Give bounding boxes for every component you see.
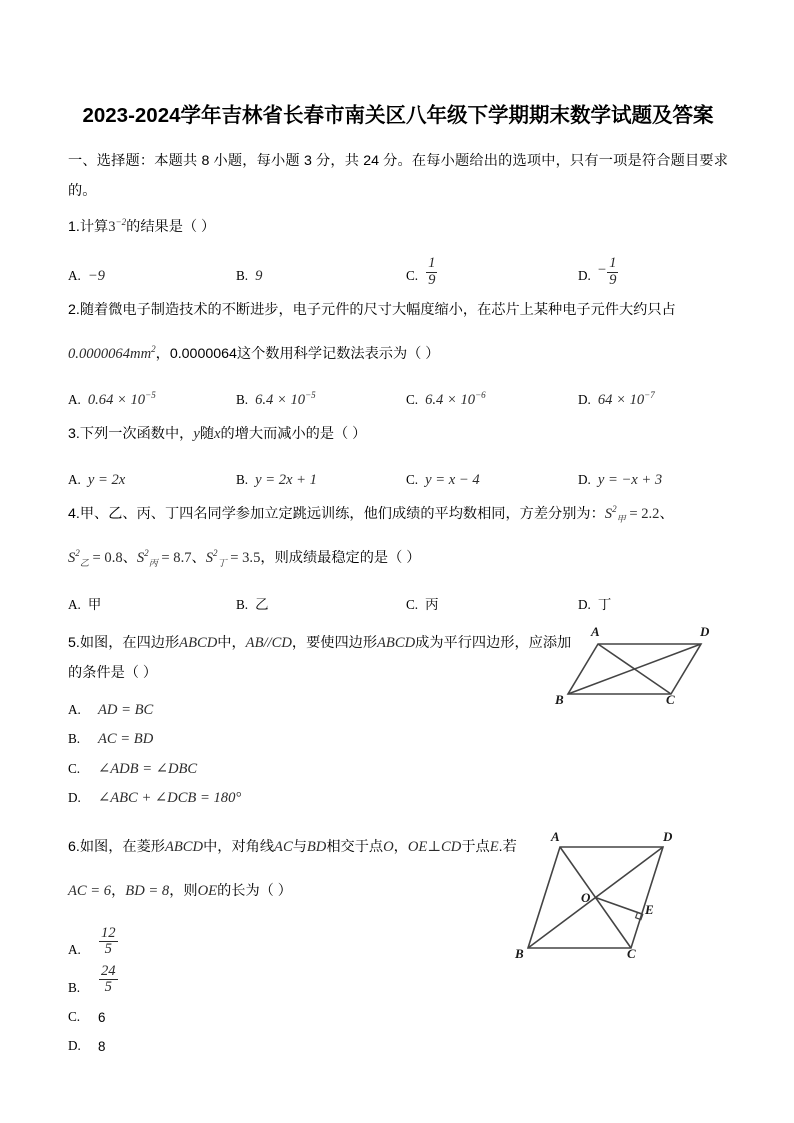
diagonal-ac: AC (274, 838, 293, 855)
rhombus-abcd: ABCD (164, 838, 204, 855)
question-5-option-d[interactable] (68, 789, 573, 818)
question-6-stem-d: 相交于点 (326, 838, 384, 855)
question-3-stem-a: 3.下列一次函数中， (68, 426, 194, 443)
page-content (68, 96, 728, 1054)
question-2-option-a[interactable] (68, 387, 236, 413)
question-6-stem-line1 (68, 832, 573, 862)
question-4-option-d[interactable] (578, 592, 728, 618)
question-3 (68, 419, 728, 493)
diagonal-bd: BD (306, 838, 327, 855)
fraction-denominator: 9 (609, 271, 617, 288)
question-5-option-a[interactable] (68, 702, 573, 731)
vertex-label-b: B (515, 945, 524, 961)
question-5-stem-b: 中， (217, 634, 246, 651)
option-label: D. (578, 267, 591, 283)
variance-jia: $S^2_甲 = 2.2$ (604, 504, 660, 525)
question-6-figure (513, 830, 728, 980)
option-label: B. (68, 730, 81, 746)
vertex-label-c: C (666, 691, 675, 707)
option-value: y = −x + 3 (597, 472, 663, 489)
question-1-stem-suffix: 的结果是（ ） (126, 219, 216, 235)
question-1-option-b[interactable] (236, 263, 406, 289)
question-1-expression: $3^{-2}$ (108, 217, 127, 235)
option-value: 丙 (425, 596, 439, 612)
separator: 、 (659, 506, 674, 523)
question-2-options (68, 383, 728, 413)
minus-sign: − (597, 262, 607, 279)
vertex-label-d: D (663, 828, 673, 844)
option-label: C. (406, 267, 419, 283)
option-value: AD = BC (98, 701, 154, 718)
option-value: y = 2x (87, 472, 126, 489)
option-label: A. (68, 267, 81, 283)
question-4-option-b[interactable] (236, 592, 406, 618)
question-6-stem-g: .若 (498, 838, 517, 855)
vertex-label-b: B (555, 691, 564, 707)
option-label: C. (68, 1009, 81, 1025)
question-2-stem-line2 (68, 339, 728, 369)
question-6-stem-f: 于点 (461, 838, 490, 855)
option-value: y = x − 4 (425, 472, 480, 489)
question-4-option-a[interactable] (68, 592, 236, 618)
option-value: 乙 (255, 596, 269, 612)
question-3-option-d[interactable] (578, 467, 728, 493)
question-6-stem-e: ， (393, 838, 408, 855)
question-4-stem-tail: ，则成绩最稳定的是（ ） (260, 550, 421, 567)
option-value: −9 (87, 267, 105, 284)
separator: 、 (191, 550, 206, 567)
question-3-option-a[interactable] (68, 467, 236, 493)
question-3-stem-b: 随 (199, 426, 215, 443)
variable-x: x (214, 426, 221, 443)
question-4-stem-text: 4.甲、乙、丙、丁四名同学参加立定跳远训练，他们成绩的平均数相同，方差分别为： (68, 506, 605, 523)
question-3-options (68, 463, 728, 493)
option-value: 丁 (597, 596, 612, 612)
question-1-stem (68, 212, 728, 242)
option-value: ∠ABC + ∠DCB = 180° (98, 789, 242, 806)
question-1-option-d[interactable] (578, 256, 728, 289)
question-4-option-c[interactable] (406, 592, 578, 618)
question-6-stem-c: 与 (292, 838, 307, 855)
question-6-option-d[interactable] (68, 1025, 573, 1054)
fraction-numerator: 1 (428, 255, 436, 272)
fraction (99, 964, 118, 997)
given-ac-value: AC = 6 (68, 883, 112, 899)
point-e: E (489, 838, 499, 855)
section-heading: 一、选择题：本题共 8 小题，每小题 3 分，共 24 分。在每小题给出的选项中，只有一项是符合题目要求的。 (68, 153, 728, 199)
condition-oe-perp-cd: OE⊥CD (407, 838, 462, 855)
question-4-options (68, 588, 728, 618)
variable-y: y (193, 426, 200, 443)
option-value: 甲 (87, 596, 102, 612)
fraction-numerator: 1 (609, 255, 617, 272)
rhombus-diagram (513, 830, 728, 980)
question-6-stem-b: 中，对角线 (203, 838, 275, 855)
option-value: y = 2x + 1 (255, 472, 317, 489)
question-5-stem (68, 628, 573, 688)
question-2-area-value: $0.0000064mm^2$ (68, 344, 156, 362)
option-label: C. (406, 596, 419, 612)
point-label-o: O (581, 889, 591, 905)
point-label-e: E (645, 901, 654, 917)
question-5-stem-d: 成为平行四边形，应添加的条件是（ ） (68, 634, 572, 681)
question-5-body (68, 628, 573, 818)
fraction (99, 926, 118, 959)
fraction (607, 256, 618, 289)
vertex-label-d: D (700, 623, 710, 639)
question-4 (68, 499, 728, 617)
given-bd-value: BD = 8 (125, 883, 170, 899)
question-1-option-a[interactable] (68, 263, 236, 289)
question-6-stem-line2 (68, 876, 573, 906)
question-2-option-b[interactable] (236, 387, 406, 413)
question-2-stem-line1: 2.随着微电子制造技术的不断进步，电子元件的尺寸大幅度缩小，在芯片上某种电子元件大约只占 (68, 301, 676, 318)
question-2-option-c[interactable] (406, 387, 578, 413)
question-6 (68, 828, 728, 1055)
option-label: A. (68, 701, 81, 717)
question-6-stem-a: 6.如图，在菱形 (68, 838, 165, 855)
option-value: $64 \times 10^{-7}$ (597, 390, 655, 409)
option-label: D. (68, 1038, 81, 1054)
variance-bing: $S^2_丙 = 8.7$ (136, 548, 192, 569)
option-value: 9 (255, 267, 263, 284)
question-4-stem-line1 (68, 499, 728, 529)
question-5-stem-a: 5.如图，在四边形 (68, 634, 180, 651)
option-label: A. (68, 942, 81, 958)
question-3-stem (68, 419, 728, 449)
option-label: B. (236, 267, 249, 283)
vertex-label-a: A (591, 623, 600, 639)
fraction-denominator: 9 (428, 271, 436, 288)
quad-abcd-2: ABCD (377, 634, 416, 651)
option-label: D. (68, 789, 81, 805)
option-value: AC = BD (98, 730, 154, 747)
option-label: D. (578, 596, 591, 612)
fraction-denominator: 5 (104, 941, 112, 958)
question-1-stem-prefix: 1.计算 (68, 219, 109, 235)
question-1-option-c[interactable] (406, 256, 578, 289)
fraction-numerator: 12 (101, 924, 116, 941)
vertex-label-c: C (627, 945, 636, 961)
question-2-option-d[interactable] (578, 387, 728, 413)
question-6-stem-rest: ，则 (169, 883, 198, 899)
question-5-figure (553, 622, 728, 714)
question-1 (68, 212, 728, 289)
option-label: A. (68, 596, 81, 612)
variance-ding: $S^2_丁 = 3.5$ (205, 548, 261, 569)
question-5-stem-c: ，要使四边形 (291, 634, 378, 651)
fraction-numerator: 24 (101, 962, 116, 979)
question-1-options (68, 256, 728, 289)
question-6-option-b[interactable] (68, 958, 573, 996)
question-2 (68, 295, 728, 413)
option-value (598, 256, 620, 289)
option-label: B. (236, 472, 249, 488)
option-label: D. (578, 392, 591, 408)
option-label: B. (236, 596, 249, 612)
question-3-option-b[interactable] (236, 467, 406, 493)
question-5-options (68, 702, 573, 818)
option-label: B. (236, 392, 249, 408)
question-3-option-c[interactable] (406, 467, 578, 493)
option-label: A. (68, 472, 81, 488)
separator: ， (111, 883, 126, 899)
question-6-options (68, 920, 573, 1054)
option-value: $6.4 \times 10^{-6}$ (425, 390, 486, 409)
point-o: O (383, 838, 394, 855)
condition-ab-parallel-cd: AB//CD (245, 634, 292, 651)
option-value (425, 256, 438, 289)
question-3-stem-c: 的增大而减小的是（ ） (220, 426, 367, 443)
vertex-label-a: A (551, 828, 560, 844)
question-6-body (68, 832, 573, 1054)
quad-abcd-1: ABCD (179, 634, 218, 651)
question-6-option-a[interactable] (68, 920, 573, 958)
question-5 (68, 623, 728, 818)
question-6-stem-tail: 的长为（ ） (217, 883, 292, 899)
option-value: 6 (98, 1010, 106, 1026)
fraction-denominator: 5 (104, 979, 112, 996)
option-value: ∠ADB = ∠DBC (98, 760, 198, 777)
option-label: A. (68, 392, 81, 408)
fraction (426, 256, 437, 289)
option-value: $6.4 \times 10^{-5}$ (255, 390, 316, 409)
option-label: C. (68, 760, 81, 776)
question-5-option-c[interactable] (68, 760, 573, 789)
separator: 、 (122, 550, 137, 567)
option-label: B. (68, 980, 81, 996)
option-label: D. (578, 472, 591, 488)
option-value: 8 (98, 1039, 106, 1055)
variance-yi: $S^2_乙 = 0.8$ (68, 548, 123, 569)
question-4-stem-line2 (68, 543, 728, 573)
question-2-stem-rest: ，0.0000064这个数用科学记数法表示为（ ） (155, 345, 440, 362)
page-title: 2023-2024学年吉林省长春市南关区八年级下学期期末数学试题及答案 (82, 104, 714, 127)
option-label: C. (406, 472, 419, 488)
segment-oe: OE (197, 883, 218, 899)
question-5-option-b[interactable] (68, 731, 573, 760)
question-6-option-c[interactable] (68, 996, 573, 1025)
option-value: $0.64 \times 10^{-5}$ (87, 390, 156, 409)
option-label: C. (406, 392, 419, 408)
